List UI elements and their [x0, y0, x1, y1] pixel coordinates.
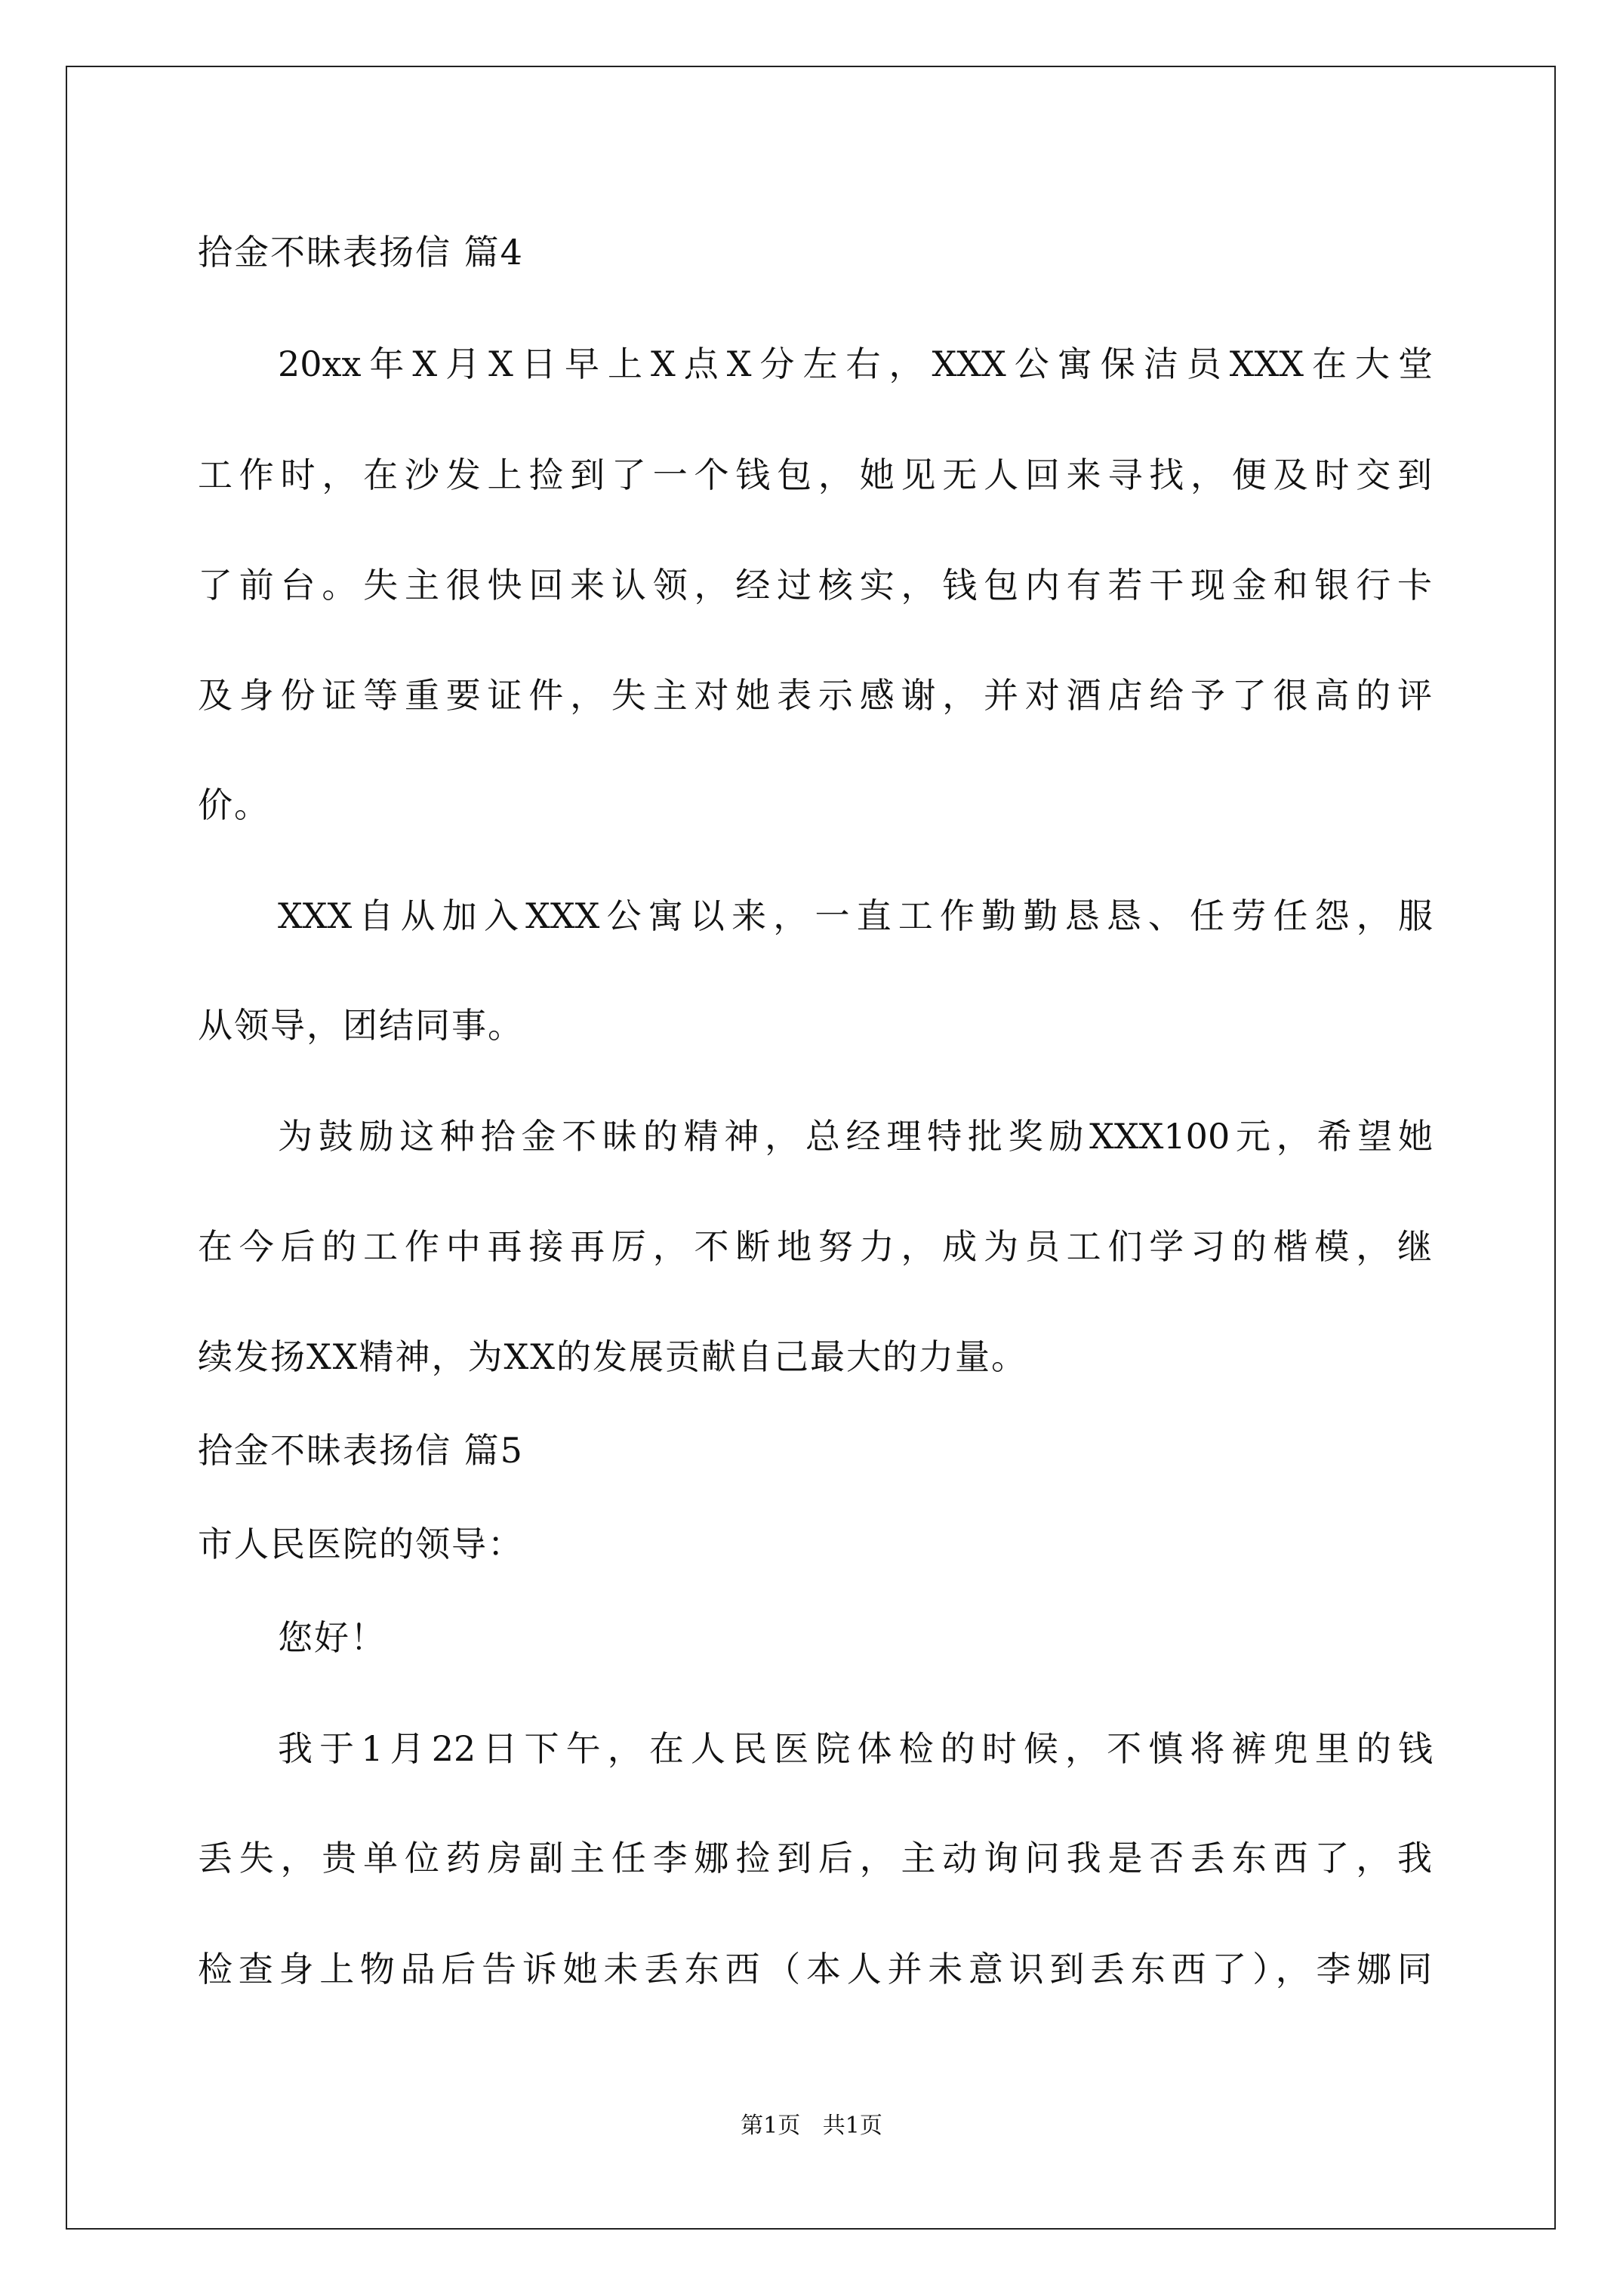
- paragraph-line: 在今后的工作中再接再厉，不断地努力，成为员工们学习的楷模，继: [198, 1226, 1432, 1267]
- page-number-total: 共1页: [822, 2113, 882, 2139]
- section-heading-4: 拾金不昧表扬信 篇4: [198, 232, 524, 273]
- paragraph-line: 及身份证等重要证件，失主对她表示感谢，并对酒店给予了很高的评: [198, 675, 1432, 716]
- paragraph-line: 续发扬XX精神，为XX的发展贡献自己最大的力量。: [198, 1336, 1027, 1377]
- paragraph-line: XXX自从加入XXX公寓以来，一直工作勤勤恳恳、任劳任怨，服: [278, 895, 1433, 936]
- page-number-current: 第1页: [741, 2113, 801, 2139]
- paragraph-line: 从领导，团结同事。: [198, 1005, 524, 1046]
- letter-greeting: 您好！: [278, 1617, 387, 1658]
- paragraph-line: 20xx年X月X日早上X点X分左右，XXX公寓保洁员XXX在大堂: [278, 344, 1433, 384]
- paragraph-line: 工作时，在沙发上捡到了一个钱包，她见无人回来寻找，便及时交到: [198, 455, 1432, 495]
- paragraph-line: 为鼓励这种拾金不昧的精神，总经理特批奖励XXX100元，希望她: [278, 1116, 1433, 1157]
- section-heading-5: 拾金不昧表扬信 篇5: [198, 1430, 524, 1471]
- paragraph-line: 价。: [198, 784, 270, 825]
- paragraph-line: 我于1月22日下午，在人民医院体检的时候，不慎将裤兜里的钱: [278, 1728, 1433, 1769]
- paragraph-line: 检查身上物品后告诉她未丢东西（本人并未意识到丢东西了），李娜同: [198, 1949, 1432, 1989]
- paragraph-line: 了前台。失主很快回来认领，经过核实，钱包内有若干现金和银行卡: [198, 565, 1432, 606]
- paragraph-line: 丢失，贵单位药房副主任李娜捡到后，主动询问我是否丢东西了，我: [198, 1838, 1432, 1878]
- page-footer: [0, 2111, 1623, 2141]
- letter-salutation: 市人民医院的领导：: [198, 1524, 524, 1564]
